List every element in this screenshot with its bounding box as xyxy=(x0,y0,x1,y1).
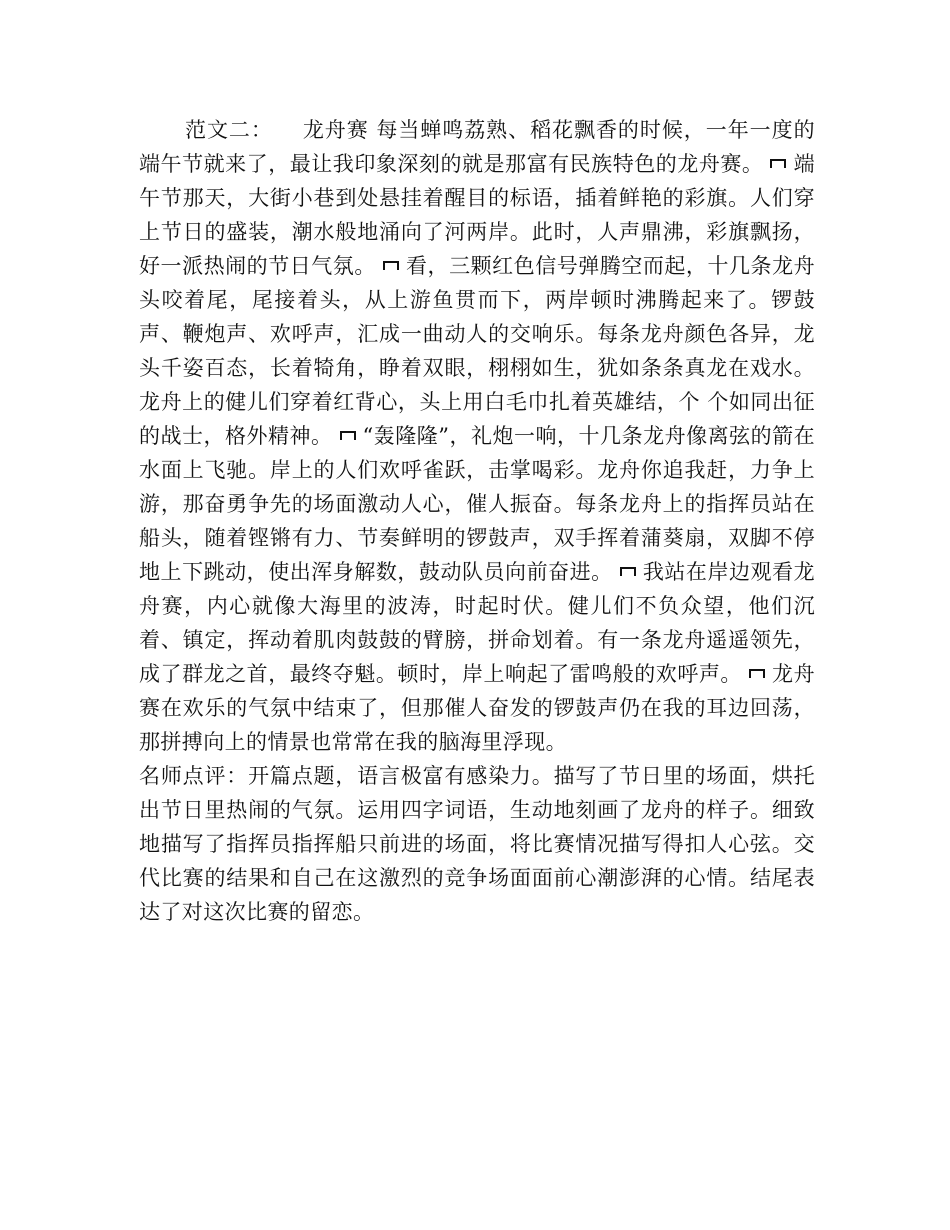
paragraph-break-mark-icon xyxy=(769,157,787,169)
essay-paragraph-5: 我站在岸边观看龙舟赛，内心就像大海里的波涛，时起时伏。健儿们不负众望，他们沉着、镇定，挥动着肌肉鼓鼓的臂膀，拼命划着。有一条龙舟遥遥领先，成了群龙之首，最终夺魁。顿时，岸上响起了雷鸣般的欢呼声。 xyxy=(139,560,815,686)
document-body xyxy=(139,113,815,929)
paragraph-break-mark-icon xyxy=(619,565,637,577)
essay-label: 范文二： xyxy=(185,118,273,142)
essay-paragraph-3: 看，三颗红色信号弹腾空而起，十几条龙舟头咬着尾，尾接着头，从上游鱼贯而下，两岸顿时沸腾起来了。锣鼓声、鞭炮声、欢呼声，汇成一曲动人的交响乐。每条龙舟颜色各异，龙头千姿百态，长着犄角，睁着双眼，栩栩如生，犹如条条真龙在戏水。龙舟上的健儿们穿着红背心，头上用白毛巾扎着英雄结，个 个如同出征的战士，格外精神。 xyxy=(139,254,815,448)
paragraph-break-mark-icon xyxy=(339,429,357,441)
paragraph-break-mark-icon xyxy=(382,259,400,271)
teacher-comment: 名师点评：开篇点题，语言极富有感染力。描写了节日里的场面，烘托出节日里热闹的气氛。运用四字词语，生动地刻画了龙舟的样子。细致地描写了指挥员指挥船只前进的场面，将比赛情况描写得扣人心弦。交代比赛的结果和自己在这激烈的竞争场面面前心潮澎湃的心情。结尾表达了对这次比赛的留恋。 xyxy=(139,764,815,924)
essay-paragraph-4: “轰隆隆”，礼炮一响，十几条龙舟像离弦的箭在水面上飞驰。岸上的人们欢呼雀跃，击掌喝彩。龙舟你追我赶，力争上游，那奋勇争先的场面激动人心，催人振奋。每条龙舟上的指挥员站在船头，随着铿锵有力、节奏鲜明的锣鼓声，双手挥着蒲葵扇，双脚不停地上下跳动，使出浑身解数，鼓动队员向前奋进。 xyxy=(139,424,815,584)
essay-text xyxy=(139,113,815,759)
essay-paragraph-6: 龙舟赛在欢乐的气氛中结束了，但那催人奋发的锣鼓声仍在我的耳边回荡，那拼搏向上的情景也常常在我的脑海里浮现。 xyxy=(139,662,815,754)
paragraph-break-mark-icon xyxy=(748,667,766,679)
essay-paragraph-2: 端午节那天，大街小巷到处悬挂着醒目的标语，插着鲜艳的彩旗。人们穿上节日的盛装，潮水般地涌向了河两岸。此时，人声鼎沸，彩旗飘扬，好一派热闹的节日气氛。 xyxy=(139,152,815,278)
essay-paragraph-1: 龙舟赛 每当蝉鸣荔熟、稻花飘香的时候，一年一度的端午节就来了，最让我印象深刻的就是那富有民族特色的龙舟赛。 xyxy=(139,118,815,176)
